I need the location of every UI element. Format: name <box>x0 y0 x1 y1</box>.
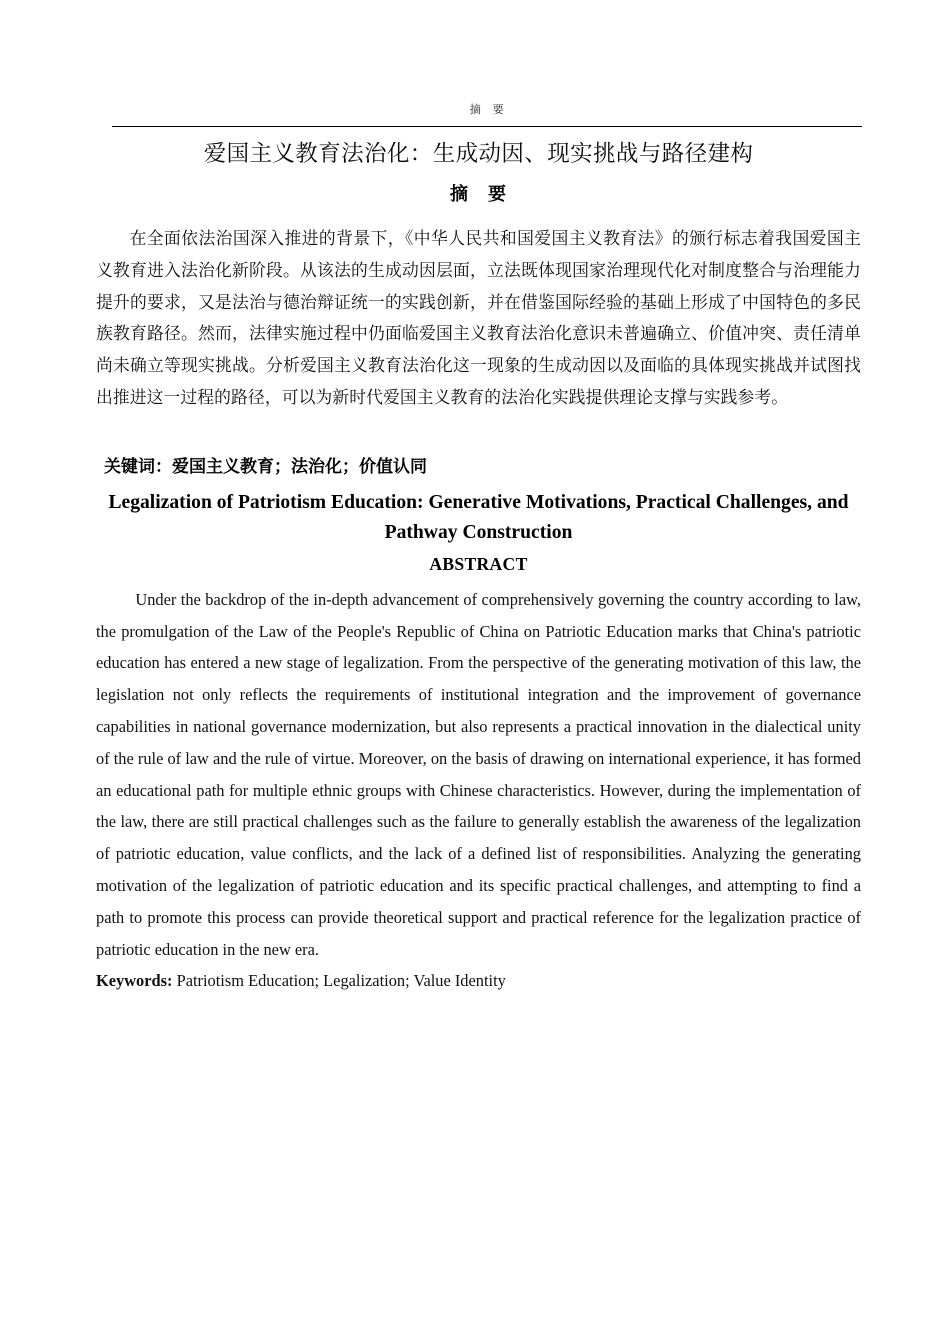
chinese-keywords-line: 关键词：爱国主义教育；法治化；价值认同 <box>104 456 427 476</box>
english-keywords-value: Patriotism Education; Legalization; Value Identity <box>172 971 506 991</box>
english-keywords-label: Keywords: <box>96 971 173 991</box>
header-divider-rule <box>112 126 862 127</box>
chinese-abstract-body: 在全面依法治国深入推进的背景下，《中华人民共和国爱国主义教育法》的颁行标志着我国爱国主义教育进入法治化新阶段。从该法的生成动因层面，立法既体现国家治理现代化对制度整合与治理能力提升的要求，又是法治与德治辩证统一的实践创新，并在借鉴国际经验的基础上形成了中国特色的多民族教育路径。然而，法律实施过程中仍面临爱国主义教育法治化意识未普遍确立、价值冲突、责任清单尚未确立等现实挑战。分析爱国主义教育法治化这一现象的生成动因以及面临的具体现实挑战并试图找出推进这一过程的路径，可以为新时代爱国主义教育的法治化实践提供理论支撑与实践参考。 <box>96 229 861 407</box>
running-head: 摘 要 <box>469 104 505 116</box>
english-abstract-heading: ABSTRACT <box>429 553 528 574</box>
english-abstract-body: Under the backdrop of the in-depth advancement of comprehensively governing the country according to law, the promulgation of the Law of the People's Republic of China on Patriotic Education marks that China's patriotic education has entered a new stage of legalization. From the perspective of the generating motivation of this law, the legislation not only reflects the requirements of institutional integration and the improvement of governance capabilities in national governance modernization, but also represents a practical innovation in the dialectical unity of the rule of law and the rule of virtue. Moreover, on the basis of drawing on international experience, it has formed an educational path for multiple ethnic groups with Chinese characteristics. However, during the implementation of the law, there are still practical challenges such as the failure to generally establish the awareness of the legalization of patriotic education, value conflicts, and the lack of a defined list of responsibilities. Analyzing the generating motivation of the legalization of patriotic education and its specific practical challenges, and attempting to find a path to promote this process can provide theoretical support and practical reference for the legalization practice of patriotic education in the new era. <box>96 589 861 959</box>
chinese-abstract-heading: 摘 要 <box>450 184 507 204</box>
chinese-title: 爱国主义教育法治化：生成动因、现实挑战与路径建构 <box>203 141 754 166</box>
page-content-column <box>96 133 861 997</box>
english-keywords-line <box>96 965 861 997</box>
english-title: Legalization of Patriotism Education: Generative Motivations, Practical Challenges, and Pathway Construction <box>108 491 849 543</box>
